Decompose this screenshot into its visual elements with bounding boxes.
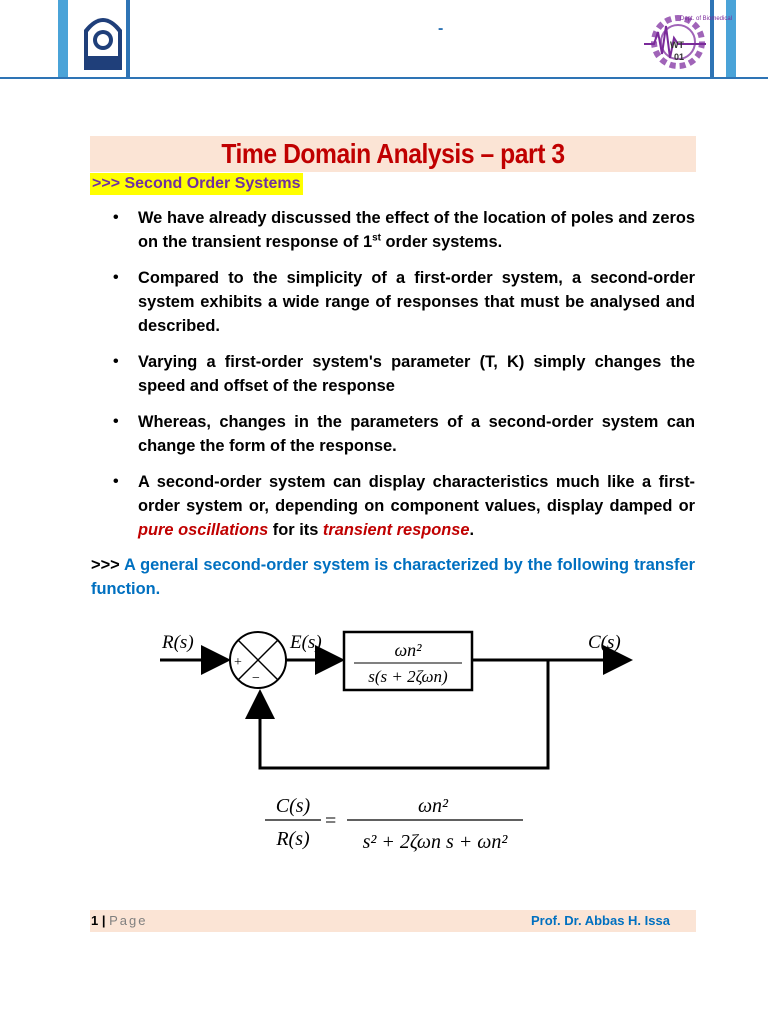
author-name: Prof. Dr. Abbas H. Issa — [531, 913, 670, 928]
formula-rhs-denominator: s² + 2ζωn s + ωn² — [362, 831, 508, 853]
bullet-list — [113, 206, 695, 554]
highlight-transient-response: transient response — [322, 521, 470, 539]
plant-denominator: s(s + 2ζωn) — [368, 667, 448, 686]
logo-wt: WT — [670, 40, 684, 50]
header-bar-left — [58, 0, 68, 78]
minus-sign: − — [252, 671, 260, 686]
bullet-item: • Varying a first-order system's parameter (T, K) simply changes the speed and offset of the response — [113, 350, 695, 398]
transfer-function-formula — [255, 790, 535, 860]
plus-sign: + — [234, 655, 242, 670]
bullet-item: • A second-order system can display characteristics much like a first-order system or, depending on component values, display damped or pure oscillations for its transient response. — [113, 470, 695, 542]
header-dash: - — [438, 20, 444, 37]
header-bar-right — [726, 0, 736, 78]
plant-numerator: ωn² — [394, 640, 422, 660]
header-bar-left-thin — [126, 0, 130, 78]
error-label: E(s) — [290, 632, 322, 653]
formula-lhs-numerator: C(s) — [275, 795, 311, 817]
header-divider — [0, 77, 768, 79]
block-diagram — [150, 620, 640, 780]
department-logo — [640, 8, 733, 72]
input-label: R(s) — [162, 632, 194, 653]
header-bar-right-thin — [710, 0, 714, 78]
bullet-item: • Compared to the simplicity of a first-order system, a second-order system exhibits a wide range of responses that must be analysed and described. — [113, 266, 695, 338]
logo-caption: Dept. of Biomedical — [680, 16, 733, 22]
output-label: C(s) — [588, 632, 621, 653]
logo-number: 01 — [674, 52, 685, 62]
bullet-item: • We have already discussed the effect of the location of poles and zeros on the transient response of 1st order systems. — [113, 206, 695, 254]
page-title: Time Domain Analysis – part 3 — [221, 138, 565, 169]
university-logo — [80, 10, 126, 72]
section-subheading: >>> Second Order Systems — [90, 173, 303, 195]
bullet-item: • Whereas, changes in the parameters of a second-order system can change the form of the response. — [113, 410, 695, 458]
general-statement: >>> A general second-order system is characterized by the following transfer function. — [91, 556, 696, 598]
formula-equals: = — [325, 810, 337, 832]
page-number: 1 | Page — [91, 913, 148, 928]
formula-lhs-denominator: R(s) — [276, 828, 310, 850]
highlight-pure-oscillations: pure oscillations — [138, 521, 269, 539]
formula-rhs-numerator: ωn² — [417, 795, 449, 817]
